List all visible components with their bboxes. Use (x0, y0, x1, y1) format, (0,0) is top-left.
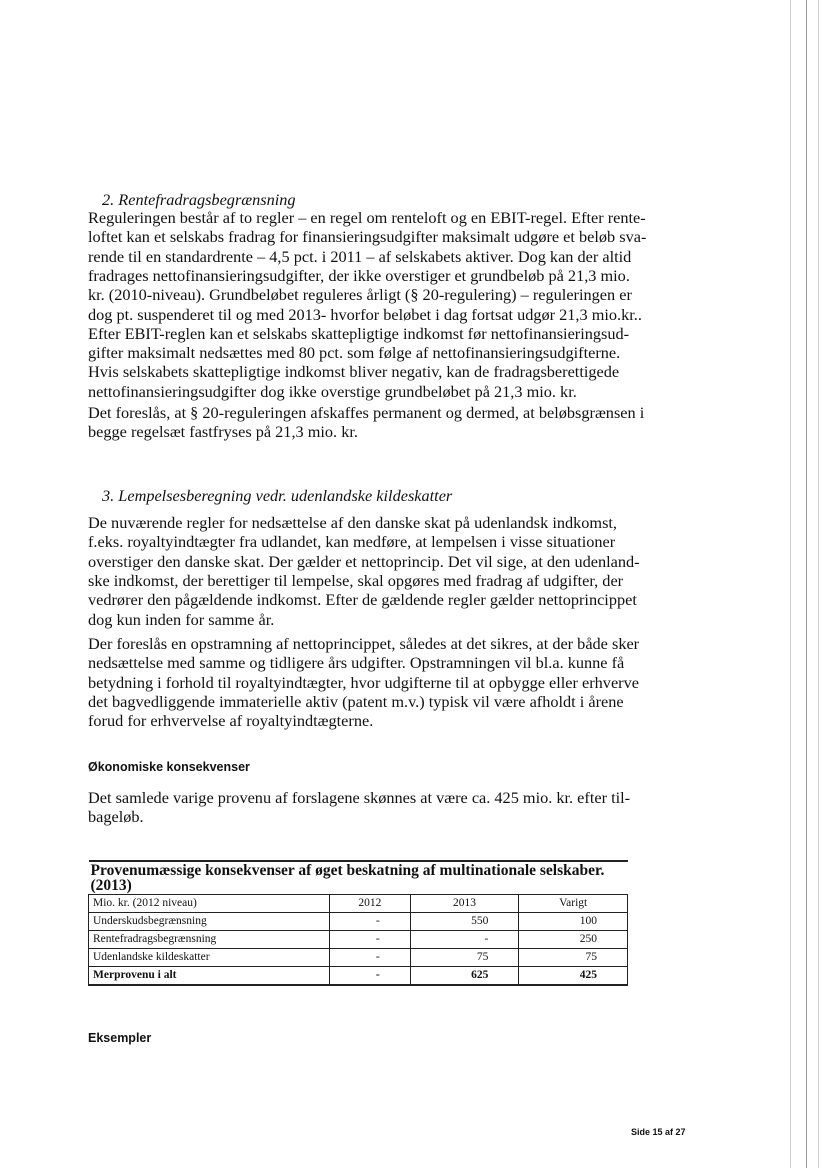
table-title: Provenumæssige konsekvenser af øget beskatning af multinationale selskaber. (2013) (89, 861, 628, 895)
table-row (89, 913, 628, 931)
table-cell: Underskudsbegrænsning (89, 913, 330, 931)
section-heading: 3. Lempelsesberegning vedr. udenlandske kildeskatter (102, 486, 453, 505)
table-header-row (89, 895, 628, 913)
table-cell: Merprovenu i alt (89, 967, 330, 986)
section-heading: Økonomiske konsekvenser (88, 760, 250, 774)
text-line: Hvis selskabets skattepligtige indkomst bliver negativ, kan de fradragsberettigede (88, 362, 620, 382)
table-cell: Udenlandske kildeskatter (89, 949, 330, 967)
text-line: det bagvedliggende immaterielle aktiv (patent m.v.) typisk vil være afholdt i årene (88, 691, 624, 711)
text-line: nedsættelse med samme og tidligere års udgifter. Opstramningen vil bl.a. kunne få (88, 653, 625, 673)
text-line: dog kun inden for samme år. (88, 609, 275, 629)
table-cell: 425 (519, 967, 628, 986)
text-line: kr. (2010-niveau). Grundbeløbet reguleres årligt (§ 20-regulering) – reguleringen er (88, 285, 632, 305)
text-line: overstiger den danske skat. Der gælder et nettoprincip. Det vil sige, at den udenland- (88, 551, 640, 571)
text-line: vedrører den pågældende indkomst. Efter de gældende regler gælder nettoprincippet (88, 590, 637, 610)
text-line: Det foreslås, at § 20-reguleringen afskaffes permanent og dermed, at beløbsgrænsen i (88, 403, 645, 422)
column-header: 2013 (410, 895, 519, 913)
revenue-table (88, 860, 628, 986)
scan-edge (818, 0, 819, 1168)
table-cell: - (330, 913, 411, 931)
text-line: loftet kan et selskabs fradrag for finansieringsudgifter maksimalt udgøre et beløb sva- (88, 227, 647, 247)
text-line: forud for erhvervelse af royaltyindtægterne. (88, 711, 374, 731)
page-number: Side 15 af 27 (631, 1127, 686, 1137)
table-row (89, 931, 628, 949)
table-cell: - (410, 931, 519, 949)
column-header: Mio. kr. (2012 niveau) (89, 895, 330, 913)
scan-edge (806, 0, 807, 1168)
text-line: ske indkomst, der berettiger til lempelse, skal opgøres med fradrag af udgifter, der (88, 570, 624, 590)
table-cell: 250 (519, 931, 628, 949)
text-line: De nuværende regler for nedsættelse af den danske skat på udenlandsk indkomst, (88, 513, 617, 532)
text-line: f.eks. royaltyindtægter fra udlandet, kan medføre, at lempelsen i visse situationer (88, 532, 616, 552)
table-cell: - (330, 949, 411, 967)
table-cell: Rentefradragsbegrænsning (89, 931, 330, 949)
text-line: betydning i forhold til royaltyindtægter, hvor udgifterne til at opbygge eller erhverve (88, 672, 639, 692)
scan-edge (790, 0, 791, 1168)
table-cell: - (330, 931, 411, 949)
text-line: fradrages nettofinansieringsudgifter, der ikke overstiger et grundbeløb på 21,3 mio. (88, 265, 630, 285)
section-heading: Eksempler (88, 1031, 152, 1045)
text-line: Efter EBIT-reglen kan et selskabs skattepligtige indkomst før nettofinansieringsud- (88, 323, 630, 343)
text-line: Der foreslås en opstramning af nettoprincippet, således at det sikres, at der både sker (88, 634, 640, 653)
text-line: Det samlede varige provenu af forslagene skønnes at være ca. 425 mio. kr. efter til- (88, 788, 631, 807)
table-cell: 75 (519, 949, 628, 967)
text-line: begge regelsæt fastfryses på 21,3 mio. kr. (88, 422, 358, 442)
text-line: nettofinansieringsudgifter dog ikke overstige grundbeløbet på 21,3 mio. kr. (88, 381, 577, 401)
table-cell: 625 (410, 967, 519, 986)
text-line: dog pt. suspenderet til og med 2013- hvorfor beløbet i dag fortsat udgør 21,3 mio.kr.. (88, 304, 642, 324)
text-line: rende til en standardrente – 4,5 pct. i 2011 – af selskabets aktiver. Dog kan der altid (88, 246, 632, 266)
table-row (89, 967, 628, 986)
text-line: Reguleringen består af to regler – en regel om renteloft og en EBIT-regel. Efter rente- (88, 208, 646, 227)
text-line: gifter maksimalt nedsættes med 80 pct. som følge af nettofinansieringsudgifterne. (88, 343, 621, 363)
column-header: Varigt (519, 895, 628, 913)
column-header: 2012 (330, 895, 411, 913)
table-row (89, 949, 628, 967)
table-cell: 100 (519, 913, 628, 931)
table-cell: 75 (410, 949, 519, 967)
table-cell: - (330, 967, 411, 986)
table-cell: 550 (410, 913, 519, 931)
text-line: bageløb. (88, 807, 144, 827)
section-heading: 2. Rentefradragsbegrænsning (102, 190, 296, 209)
